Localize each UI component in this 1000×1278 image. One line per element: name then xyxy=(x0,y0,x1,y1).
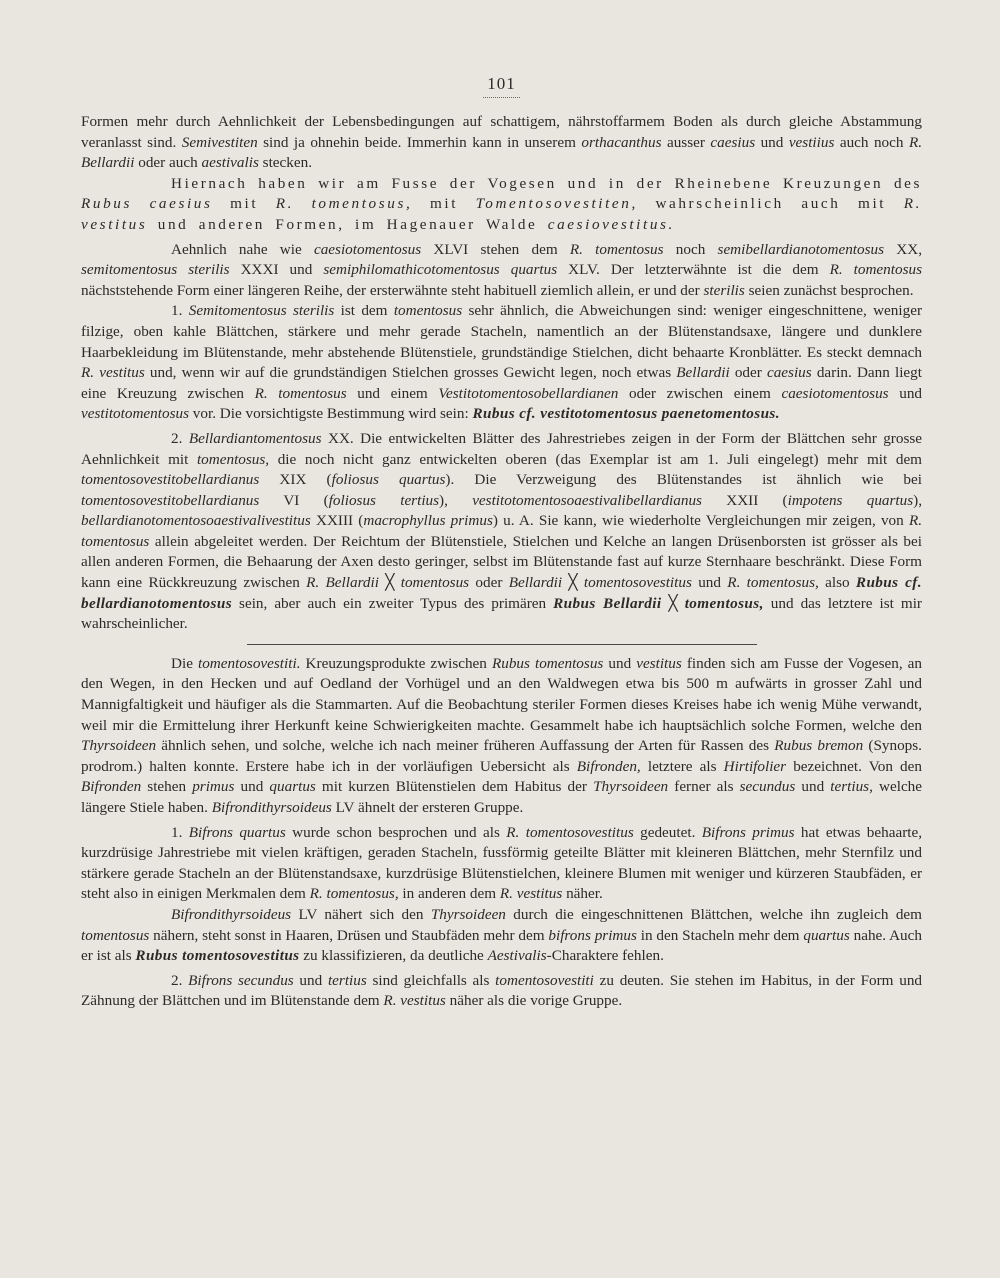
text-run: (Synops. prodrom.) halten konnte. Erstere habe ich in der vorläufigen Uebersicht als xyxy=(81,737,922,775)
text-run: ╳ xyxy=(378,574,401,592)
text-run: letztere als xyxy=(640,757,724,775)
text-run: 2. xyxy=(171,429,189,447)
italic-term: tomentosus, xyxy=(196,450,270,468)
italic-term: tomentosovestiti xyxy=(495,971,594,989)
italic-term: Rubus caesius xyxy=(81,195,213,213)
text-run: und xyxy=(755,133,789,151)
text-run: und das letztere ist mir wahrscheinlicher. xyxy=(81,594,922,633)
italic-term: caesiotomentosus xyxy=(313,240,422,258)
text-run: hat etwas behaarte, kurzdrüsige Jahrestriebe mit vielen kräftigen, geraden Stacheln, fussförmig geteilte Blätter mit kleineren Blättchen, mehr Sternfilz und stärkere gerade Stacheln an der Blütenstandsaxe, kurzdrüsige Blütenstielchen, kleinere Blumen mit weniger und kürzeren Staubfäden, er steht also in einigen Merkmalen dem xyxy=(81,823,923,903)
italic-term: R. vestitus xyxy=(383,992,446,1010)
paragraph xyxy=(81,301,922,425)
text-run: ähnlich sehen, und solche, welche ich nach meiner früheren Auffassung der Arten für Rassen des xyxy=(156,737,775,755)
text-run: noch xyxy=(663,240,718,258)
italic-term: macrophyllus primus xyxy=(363,512,493,530)
italic-term: tomentosovestitus xyxy=(583,574,692,592)
italic-term: caesius xyxy=(710,133,756,151)
text-run: oder xyxy=(729,364,767,382)
text-run: XX. Die entwickelten Blätter des Jahrestriebes zeigen in der Form der Blättchen sehr grosse Aehnlichkeit mit xyxy=(81,429,923,468)
text-run: XIX ( xyxy=(259,471,332,489)
italic-term: secundus xyxy=(739,778,796,796)
bold-species-name: Rubus cf. bellardianotomentosus xyxy=(81,574,922,612)
italic-term: R. tomentosus, xyxy=(727,574,819,592)
text-run: XLV. Der letzterwähnte ist die dem xyxy=(557,261,830,279)
italic-term: vestitus xyxy=(636,654,682,672)
text-run: Kreuzungsprodukte zwischen xyxy=(300,654,492,672)
text-run: in anderen dem xyxy=(398,885,500,903)
text-run: LV nähert sich den xyxy=(291,905,431,923)
text-run: ╳ xyxy=(661,594,685,612)
paragraph xyxy=(81,174,922,236)
italic-term: R. tomentosus, xyxy=(309,885,399,903)
text-run: 1. xyxy=(171,823,189,841)
text-run: seien zunächst besprochen. xyxy=(744,281,914,299)
text-run: sind ja ohnehin beide. Immerhin kann in unserem xyxy=(257,133,582,151)
text-run: ╳ xyxy=(562,574,584,592)
paragraph xyxy=(81,429,922,635)
text-run: 2. xyxy=(171,971,189,989)
text-run: XXII ( xyxy=(701,491,788,509)
italic-term: tertius, xyxy=(830,778,873,796)
text-run: XXIII ( xyxy=(310,512,364,530)
text-run: ), xyxy=(913,491,923,509)
italic-term: vestiius xyxy=(788,133,835,151)
text-run: und anderen Formen, im Hagenauer Walde xyxy=(147,215,548,233)
text-run: und, wenn wir auf die grundständigen Stielchen grosses Gewicht legen, noch etwas xyxy=(144,364,677,382)
italic-term: semitomentosus sterilis xyxy=(81,261,230,279)
italic-term: R. Bellardii xyxy=(81,133,923,172)
text-run: allein abgeleitet werden. Der Reichtum der Blütenstiele, Stielchen und Kelche an langen Drüsenborsten ist grösser als bei allen anderen Formen, die Behaarung der Axen desto geringer, selbst im Blütenstande fast auf kurze Sternhaare beschränkt. Diese Form kann eine Rückkreuzung zwischen xyxy=(81,532,922,592)
text-run: näher. xyxy=(562,885,603,903)
italic-term: quartus xyxy=(269,778,316,796)
text-run: VI ( xyxy=(259,491,329,509)
italic-term: R. tomentosus xyxy=(81,512,923,550)
text-run: wurde schon besprochen und als xyxy=(285,823,507,841)
text-run: wahrscheinlich auch mit xyxy=(637,195,904,213)
paragraph xyxy=(81,971,922,1012)
italic-term: Bifrons secundus xyxy=(188,971,294,989)
text-run: zu deuten. Sie stehen im Habitus, in der Form und Zähnung der Blättchen und im Blütenstande dem xyxy=(81,971,923,1010)
text-run: mit xyxy=(212,195,276,213)
text-run: und xyxy=(293,971,328,989)
italic-term: R. vestitus xyxy=(81,364,145,382)
italic-term: caesiovestitus. xyxy=(547,215,675,233)
text-run: Aehnlich nahe wie xyxy=(171,240,314,258)
text-run: stehen xyxy=(141,778,193,796)
italic-term: Bellardiantomentosus xyxy=(188,429,322,447)
italic-term: semiphilomathicotomentosus quartus xyxy=(323,261,558,279)
bold-species-name: tomentosus, xyxy=(684,594,764,612)
text-run: gedeutet. xyxy=(633,823,702,841)
italic-term: tomentosus xyxy=(400,574,470,592)
italic-term: Thyrsoideen xyxy=(81,737,157,755)
italic-term: bellardianotomentosoaestivalivestitus xyxy=(81,512,311,530)
italic-term: Bellardii xyxy=(676,364,730,382)
italic-term: tomentosovestitobellardianus xyxy=(81,471,260,489)
italic-term: R. Bellardii xyxy=(306,574,379,592)
paragraph xyxy=(81,112,922,174)
italic-term: Bifronden, xyxy=(576,757,641,775)
italic-term: vestitotomentosoaestivalibellardianus xyxy=(472,491,702,509)
text-run: und einem xyxy=(346,384,439,402)
text-run: ferner als xyxy=(668,778,740,796)
italic-term: Vestitotomentosobellardianen xyxy=(438,384,619,402)
paragraph xyxy=(81,823,922,905)
italic-term: Rubus tomentosus xyxy=(491,654,604,672)
italic-term: R. vestitus xyxy=(499,885,563,903)
text-run: -Charaktere fehlen. xyxy=(546,947,664,965)
text-run: Formen mehr durch Aehnlichkeit der Lebensbedingungen auf schattigem, nährstoffarmem Boden als durch gleiche Abstammung veranlasst sind. xyxy=(81,113,922,151)
text-run: oder xyxy=(469,574,509,592)
bold-species-name: Rubus cf. vestitotomentosus paenetomentosus. xyxy=(472,405,780,423)
body-text xyxy=(81,112,922,1012)
text-run: bezeichnet. Von den xyxy=(786,757,922,775)
text-run: und xyxy=(234,778,270,796)
page-number-text: 101 xyxy=(483,74,520,98)
italic-term: primus xyxy=(192,778,235,796)
italic-term: Rubus bremon xyxy=(774,737,864,755)
italic-term: vestitotomentosus xyxy=(81,405,189,423)
italic-term: bifrons primus xyxy=(548,926,637,944)
italic-term: semibellardianotomentosus xyxy=(717,240,885,258)
italic-term: tomentosovestitobellardianus xyxy=(81,491,260,509)
italic-term: Aestivalis xyxy=(487,947,547,965)
text-run: durch die eingeschnittenen Blättchen, welche ihn zugleich dem xyxy=(505,905,922,923)
text-run: ), xyxy=(439,491,473,509)
text-run: ). Die Verzweigung des Blütenstandes ist ähnlich wie bei xyxy=(445,471,922,489)
text-run: 1. xyxy=(171,302,189,320)
italic-term: tertius xyxy=(327,971,367,989)
text-run: XX, xyxy=(884,240,922,258)
bold-species-name: Rubus Bellardii xyxy=(553,594,662,612)
text-run: Die xyxy=(171,654,198,672)
section-divider xyxy=(247,644,757,645)
text-run: Hiernach haben wir am Fusse der Vogesen und in der Rheinebene Kreuzungen des xyxy=(171,174,922,192)
italic-term: caesiotomentosus xyxy=(781,384,889,402)
italic-term: Hirtifolier xyxy=(723,757,787,775)
italic-term: R. tomentosus xyxy=(254,384,347,402)
italic-term: Semivestiten xyxy=(181,133,258,151)
text-run: ausser xyxy=(661,133,711,151)
paragraph xyxy=(81,905,922,967)
italic-term: Bifrondithyrsoideus xyxy=(171,905,292,923)
text-run: darin. Dann liegt eine Kreuzung zwischen xyxy=(81,364,922,402)
italic-term: sterilis xyxy=(703,281,745,299)
italic-term: tomentosus xyxy=(393,302,463,320)
italic-term: R. vestitus xyxy=(81,195,922,233)
italic-term: quartus xyxy=(803,926,850,944)
text-run: welche längere Stiele haben. xyxy=(81,778,923,816)
text-run: in den Stacheln mehr dem xyxy=(636,926,804,944)
text-run: und xyxy=(795,778,831,796)
italic-term: R. tomentosus xyxy=(829,261,922,279)
text-run: nahe. Auch er ist als xyxy=(81,926,922,965)
text-run: sind gleichfalls als xyxy=(366,971,496,989)
text-run: stecken. xyxy=(258,154,312,172)
italic-term: Bifrons quartus xyxy=(188,823,286,841)
italic-term: R. tomentosus xyxy=(569,240,664,258)
text-run: nähern, steht sonst in Haaren, Drüsen und Staubfäden mehr dem xyxy=(149,926,549,944)
italic-term: tomentosus xyxy=(81,926,150,944)
text-run: mit kurzen Blütenstielen dem Habitus der xyxy=(315,778,594,796)
text-run: mit xyxy=(412,195,476,213)
text-run: sein, aber auch ein zweiter Typus des primären xyxy=(232,594,554,612)
bold-species-name: Rubus tomentosovestitus xyxy=(135,947,300,965)
text-run: ist dem xyxy=(334,302,394,320)
text-run: ) u. A. Sie kann, wie wiederholte Vergleichungen mir zeigen, von xyxy=(492,512,909,530)
italic-term: foliosus quartus xyxy=(331,471,446,489)
text-run: finden sich am Fusse der Vogesen, an den Wegen, in den Hecken und auf Oedland der Vorhügel und an den Waldwegen etwa bis 500 m aufwärts in grosser Zahl und Mannigfaltigkeit und häufiger als die Stammarten. Auf die Beobachtung steriler Formen dieses Kreises habe ich wenig Mühe verwandt, weil mir die Ermittelung ihrer Herkunft keine Schwierigkeiten machte. Gesammelt habe ich hauptsächlich solche Formen, welche den xyxy=(81,654,922,734)
text-run: auch noch xyxy=(834,133,909,151)
paragraph xyxy=(81,240,922,302)
text-run: XXXI und xyxy=(229,261,324,279)
text-run: näher als die vorige Gruppe. xyxy=(445,992,623,1010)
italic-term: Semitomentosus sterilis xyxy=(188,302,335,320)
italic-term: Thyrsoideen xyxy=(430,905,506,923)
text-run: und xyxy=(888,384,923,402)
page-number xyxy=(81,74,922,98)
italic-term: caesius xyxy=(766,364,812,382)
italic-term: tomentosovestiti. xyxy=(197,654,301,672)
text-run: und xyxy=(603,654,637,672)
italic-term: R. tomentosus, xyxy=(275,195,413,213)
paragraph xyxy=(81,654,922,819)
text-run: die noch nicht ganz entwickelten oberen (das Exemplar ist am 1. Juli eingelegt) mehr mit dem xyxy=(269,450,922,468)
text-run: LV ähnelt der ersteren Gruppe. xyxy=(331,799,524,816)
text-run: oder auch xyxy=(134,154,202,172)
italic-term: aestivalis xyxy=(201,154,259,172)
text-run: oder zwischen einem xyxy=(618,384,782,402)
italic-term: Thyrsoideen xyxy=(593,778,669,796)
italic-term: orthacanthus xyxy=(581,133,662,151)
text-run: vor. Die vorsichtigste Bestimmung wird sein: xyxy=(189,405,473,423)
text-run: nächststehende Form einer längeren Reihe, der ersterwähnte steht habituell ziemlich allein, er und der xyxy=(81,281,704,299)
text-run: sehr ähnlich, die Abweichungen sind: weniger eingeschnittene, weniger filzige, oben kahle Blättchen, stärkere und mehr gerade Stacheln, namentlich an der Blütenstandsaxe, längere und dunklere Haarbekleidung im Blütenstande, mehr abstehende Blütenstiele, grundständige Stielchen, dicht behaarte Kronblätter. Es steckt demnach xyxy=(81,302,922,361)
text-run: zu klassifizieren, da deutliche xyxy=(299,947,488,965)
italic-term: R. tomentosovestitus xyxy=(506,823,634,841)
italic-term: impotens quartus xyxy=(787,491,914,509)
italic-term: Bifrons primus xyxy=(701,823,795,841)
italic-term: Tomentosovestiten, xyxy=(475,195,638,213)
italic-term: Bifrondithyrsoideus xyxy=(211,799,332,816)
italic-term: foliosus tertius xyxy=(328,491,440,509)
text-run: und xyxy=(691,574,728,592)
italic-term: Bellardii xyxy=(508,574,563,592)
text-run: also xyxy=(818,574,856,592)
text-run: XLVI stehen dem xyxy=(421,240,570,258)
italic-term: Bifronden xyxy=(81,778,142,796)
